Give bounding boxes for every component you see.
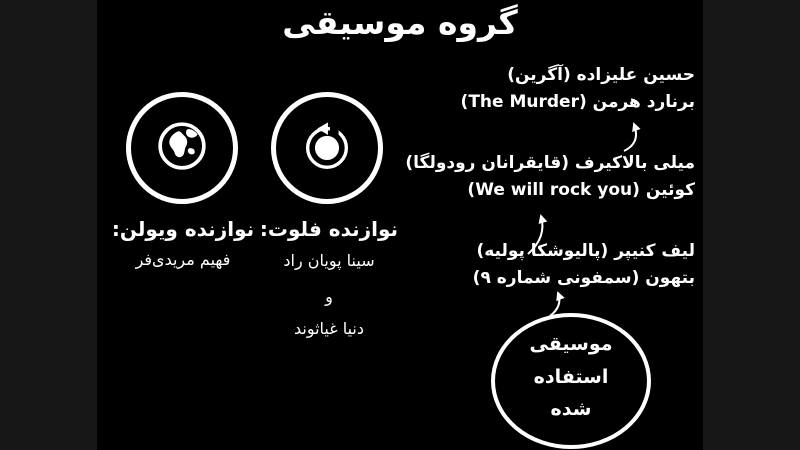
- music-used-label-line: موسیقی: [529, 333, 613, 355]
- flutist-circle: [271, 92, 383, 204]
- globe-icon: [156, 120, 208, 176]
- flutist-name-2: دنیا غیاثوند: [293, 319, 364, 338]
- violinist-circle: [126, 92, 238, 204]
- music-entry-line: حسین علیزاده (آگرین): [507, 65, 695, 85]
- flutist-names-conjunction: و: [325, 287, 333, 306]
- repeat-icon: [298, 117, 356, 179]
- music-used-label-line: شده: [550, 398, 592, 420]
- music-entry: [405, 150, 695, 204]
- violinist-name: فهیم مریدی‌فر: [135, 250, 231, 269]
- music-entry-line: کوئین (We will rock you): [467, 180, 695, 200]
- music-entry-line: برنارد هرمن (The Murder): [460, 92, 695, 112]
- flutist-name-1: سینا پویان راد: [283, 251, 375, 270]
- flutist-role-label: نوازنده فلوت:: [259, 217, 399, 241]
- violinist-role-label: نوازنده ویولن:: [111, 217, 255, 241]
- music-used-label-line: استفاده: [533, 366, 609, 388]
- music-entry-line: لیف کنیپر (پالیوشکا پولیه): [476, 241, 695, 261]
- music-entry-line: میلی بالاکیرف (قایقرانان رودولگا): [405, 153, 695, 173]
- music-entry: [473, 238, 695, 292]
- music-entry-line: بتهون (سمفونی شماره ۹): [472, 268, 695, 288]
- page-title: گروه موسیقی: [282, 3, 518, 42]
- music-entry: [461, 62, 695, 116]
